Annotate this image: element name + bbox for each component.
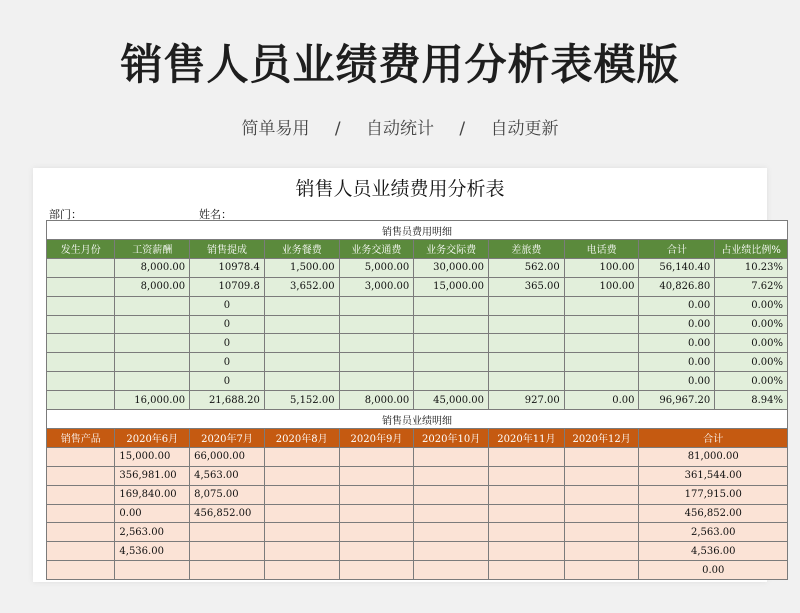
expense-cell[interactable] — [115, 353, 190, 372]
expense-cell[interactable] — [47, 277, 115, 296]
expense-cell[interactable]: 100.00 — [564, 277, 639, 296]
expense-cell[interactable] — [115, 296, 190, 315]
sales-cell[interactable] — [264, 561, 339, 580]
expense-row — [47, 334, 788, 353]
expense-row — [47, 258, 788, 277]
expense-cell[interactable] — [564, 315, 639, 334]
sales-cell[interactable]: 15,000.00 — [115, 447, 190, 466]
sales-cell[interactable] — [489, 504, 565, 523]
expense-cell[interactable]: 56,140.40 — [639, 258, 715, 277]
sales-cell[interactable] — [47, 466, 115, 485]
expense-cell[interactable] — [414, 372, 489, 391]
sales-cell[interactable] — [47, 542, 115, 561]
expense-cell[interactable] — [264, 353, 339, 372]
sales-cell[interactable] — [414, 466, 489, 485]
sales-cell[interactable] — [489, 542, 565, 561]
expense-header-cell: 业务餐费 — [264, 240, 339, 259]
sales-cell[interactable] — [190, 523, 265, 542]
expense-cell[interactable] — [339, 353, 414, 372]
sales-cell[interactable] — [47, 485, 115, 504]
sales-cell[interactable] — [264, 466, 339, 485]
expense-cell[interactable]: 562.00 — [489, 258, 565, 277]
expense-cell[interactable]: 0.00 — [639, 296, 715, 315]
expense-header-cell: 合计 — [639, 240, 715, 259]
expense-cell[interactable] — [489, 296, 565, 315]
spreadsheet-preview — [33, 168, 783, 582]
sales-header-cell: 2020年6月 — [115, 429, 190, 448]
sales-header-cell: 2020年9月 — [339, 429, 414, 448]
sales-cell[interactable] — [414, 504, 489, 523]
expense-cell[interactable] — [564, 296, 639, 315]
expense-cell[interactable]: 0 — [190, 315, 265, 334]
sales-cell[interactable] — [47, 504, 115, 523]
sales-cell[interactable]: 2,563.00 — [639, 523, 788, 542]
sales-cell[interactable]: 4,536.00 — [115, 542, 190, 561]
sales-cell[interactable] — [339, 542, 414, 561]
sales-header-cell: 2020年8月 — [264, 429, 339, 448]
expense-cell[interactable]: 0 — [190, 334, 265, 353]
expense-header-cell: 业务交通费 — [339, 240, 414, 259]
expense-cell[interactable]: 5,152.00 — [264, 391, 339, 410]
expense-cell[interactable]: 365.00 — [489, 277, 565, 296]
expense-cell[interactable]: 96,967.20 — [639, 391, 715, 410]
expense-cell[interactable]: 0.00% — [715, 372, 788, 391]
sales-cell[interactable]: 0.00 — [115, 504, 190, 523]
expense-cell[interactable]: 30,000.00 — [414, 258, 489, 277]
sales-cell[interactable] — [564, 485, 639, 504]
feature-tags — [0, 114, 800, 139]
expense-row — [47, 372, 788, 391]
sales-cell[interactable] — [264, 523, 339, 542]
expense-cell[interactable] — [414, 353, 489, 372]
sales-cell[interactable] — [190, 542, 265, 561]
expense-cell[interactable] — [339, 334, 414, 353]
expense-cell[interactable]: 0.00 — [639, 372, 715, 391]
expense-cell[interactable] — [264, 372, 339, 391]
expense-cell[interactable]: 8,000.00 — [115, 277, 190, 296]
sales-cell[interactable] — [489, 466, 565, 485]
expense-header-cell: 电话费 — [564, 240, 639, 259]
sales-row — [47, 504, 788, 523]
sales-cell[interactable]: 66,000.00 — [190, 447, 265, 466]
sales-cell[interactable] — [339, 485, 414, 504]
expense-cell[interactable]: 3,652.00 — [264, 277, 339, 296]
expense-header-cell: 销售提成 — [190, 240, 265, 259]
sales-cell[interactable]: 456,852.00 — [639, 504, 788, 523]
page-title: 销售人员业绩费用分析表模版 — [120, 40, 680, 89]
expense-row — [47, 353, 788, 372]
expense-cell[interactable]: 7.62% — [715, 277, 788, 296]
expense-cell[interactable]: 8,000.00 — [339, 391, 414, 410]
sales-row — [47, 466, 788, 485]
expense-header-cell: 发生月份 — [47, 240, 115, 259]
sales-header-cell: 2020年7月 — [190, 429, 265, 448]
expense-cell[interactable]: 5,000.00 — [339, 258, 414, 277]
sheet-title: 销售人员业绩费用分析表 — [295, 178, 505, 200]
expense-cell[interactable] — [264, 296, 339, 315]
expense-cell[interactable]: 0 — [190, 296, 265, 315]
sales-row — [47, 485, 788, 504]
sales-cell[interactable]: 177,915.00 — [639, 485, 788, 504]
sales-cell[interactable] — [339, 447, 414, 466]
sales-header-cell: 合计 — [639, 429, 788, 448]
expense-cell[interactable]: 10.23% — [715, 258, 788, 277]
expense-cell[interactable]: 8.94% — [715, 391, 788, 410]
sales-row — [47, 561, 788, 580]
department-label: 部门： — [49, 208, 82, 221]
sales-cell[interactable] — [339, 561, 414, 580]
sales-cell[interactable] — [47, 447, 115, 466]
sales-cell[interactable]: 0.00 — [639, 561, 788, 580]
sales-cell[interactable] — [564, 523, 639, 542]
sales-header-cell: 2020年10月 — [414, 429, 489, 448]
expense-cell[interactable] — [47, 391, 115, 410]
expense-cell[interactable] — [264, 315, 339, 334]
expense-cell[interactable]: 927.00 — [489, 391, 565, 410]
expense-cell[interactable] — [564, 372, 639, 391]
sales-row — [47, 523, 788, 542]
sales-cell[interactable] — [489, 523, 565, 542]
expense-header-cell: 工资薪酬 — [115, 240, 190, 259]
name-label: 姓名： — [199, 208, 232, 221]
expense-header-cell: 占业绩比例% — [715, 240, 788, 259]
sales-cell[interactable] — [115, 561, 190, 580]
expense-cell[interactable]: 0.00 — [639, 334, 715, 353]
expense-cell[interactable]: 0 — [190, 353, 265, 372]
expense-cell[interactable]: 0.00% — [715, 315, 788, 334]
sales-cell[interactable] — [489, 485, 565, 504]
expense-cell[interactable]: 0.00% — [715, 353, 788, 372]
expense-cell[interactable]: 21,688.20 — [190, 391, 265, 410]
sales-cell[interactable] — [564, 466, 639, 485]
expense-cell[interactable]: 40,826.80 — [639, 277, 715, 296]
expense-cell[interactable] — [414, 296, 489, 315]
sales-cell[interactable]: 456,852.00 — [190, 504, 265, 523]
tag-separator: / — [334, 119, 341, 139]
sales-cell[interactable]: 8,075.00 — [190, 485, 265, 504]
sales-cell[interactable] — [414, 523, 489, 542]
expense-cell[interactable]: 15,000.00 — [414, 277, 489, 296]
sales-cell[interactable] — [564, 447, 639, 466]
sales-section-row — [47, 410, 788, 429]
expense-cell[interactable]: 0.00 — [639, 353, 715, 372]
sales-cell[interactable] — [264, 447, 339, 466]
expense-cell[interactable] — [115, 334, 190, 353]
expense-cell[interactable]: 0.00% — [715, 334, 788, 353]
expense-cell[interactable] — [339, 296, 414, 315]
tag-separator: / — [459, 119, 466, 139]
sales-cell[interactable]: 2,563.00 — [115, 523, 190, 542]
expense-cell[interactable] — [489, 353, 565, 372]
expense-cell[interactable] — [339, 372, 414, 391]
expense-cell[interactable] — [115, 315, 190, 334]
expense-cell[interactable] — [47, 296, 115, 315]
expense-row — [47, 296, 788, 315]
expense-cell[interactable] — [489, 315, 565, 334]
expense-cell[interactable] — [47, 353, 115, 372]
expense-cell[interactable] — [115, 372, 190, 391]
expense-cell[interactable] — [47, 372, 115, 391]
sales-cell[interactable] — [414, 447, 489, 466]
sales-cell[interactable] — [414, 485, 489, 504]
sales-cell[interactable] — [47, 523, 115, 542]
sales-cell[interactable] — [264, 504, 339, 523]
analysis-table — [46, 220, 788, 580]
expense-row — [47, 277, 788, 296]
sales-header-row — [47, 429, 788, 448]
expense-cell[interactable]: 0.00% — [715, 296, 788, 315]
expense-section-title: 销售员费用明细 — [47, 221, 788, 240]
sales-row — [47, 447, 788, 466]
expense-cell[interactable] — [489, 372, 565, 391]
expense-cell[interactable]: 10978.4 — [190, 258, 265, 277]
sales-cell[interactable]: 169,840.00 — [115, 485, 190, 504]
expense-header-cell: 差旅费 — [489, 240, 565, 259]
sales-header-cell: 2020年11月 — [489, 429, 565, 448]
expense-cell[interactable]: 0.00 — [564, 391, 639, 410]
sales-cell[interactable] — [489, 561, 565, 580]
sales-cell[interactable] — [414, 542, 489, 561]
expense-header-cell: 业务交际费 — [414, 240, 489, 259]
expense-cell[interactable] — [414, 315, 489, 334]
sales-cell[interactable] — [564, 561, 639, 580]
sales-header-cell: 2020年12月 — [564, 429, 639, 448]
sales-cell[interactable] — [190, 561, 265, 580]
expense-cell[interactable]: 1,500.00 — [264, 258, 339, 277]
sales-cell[interactable]: 4,536.00 — [639, 542, 788, 561]
expense-cell[interactable] — [414, 334, 489, 353]
expense-cell[interactable] — [47, 315, 115, 334]
expense-row — [47, 391, 788, 410]
expense-cell[interactable] — [489, 334, 565, 353]
expense-cell[interactable]: 16,000.00 — [115, 391, 190, 410]
expense-cell[interactable]: 10709.8 — [190, 277, 265, 296]
sales-cell[interactable] — [47, 561, 115, 580]
sales-header-cell: 销售产品 — [47, 429, 115, 448]
expense-cell[interactable] — [47, 258, 115, 277]
expense-cell[interactable]: 0 — [190, 372, 265, 391]
feature-tag: 简单易用 — [241, 119, 310, 139]
sales-cell[interactable] — [414, 561, 489, 580]
expense-cell[interactable] — [564, 353, 639, 372]
expense-cell[interactable] — [564, 334, 639, 353]
sales-cell[interactable]: 4,563.00 — [190, 466, 265, 485]
sales-section-title: 销售员业绩明细 — [47, 410, 788, 429]
sales-cell[interactable] — [564, 504, 639, 523]
expense-cell[interactable]: 45,000.00 — [414, 391, 489, 410]
sales-cell[interactable] — [489, 447, 565, 466]
expense-row — [47, 315, 788, 334]
expense-cell[interactable] — [339, 315, 414, 334]
sales-cell[interactable]: 81,000.00 — [639, 447, 788, 466]
sales-cell[interactable] — [339, 466, 414, 485]
sales-cell[interactable] — [339, 504, 414, 523]
expense-header-row — [47, 240, 788, 259]
expense-cell[interactable] — [47, 334, 115, 353]
sales-cell[interactable] — [264, 542, 339, 561]
expense-cell[interactable]: 100.00 — [564, 258, 639, 277]
expense-cell[interactable]: 0.00 — [639, 315, 715, 334]
feature-tag: 自动统计 — [366, 119, 434, 139]
sales-cell[interactable]: 361,544.00 — [639, 466, 788, 485]
sales-cell[interactable] — [264, 485, 339, 504]
feature-tag: 自动更新 — [490, 119, 559, 139]
sales-row — [47, 542, 788, 561]
sales-cell[interactable] — [564, 542, 639, 561]
expense-cell[interactable]: 8,000.00 — [115, 258, 190, 277]
sales-cell[interactable]: 356,981.00 — [115, 466, 190, 485]
expense-cell[interactable]: 3,000.00 — [339, 277, 414, 296]
expense-cell[interactable] — [264, 334, 339, 353]
sales-cell[interactable] — [339, 523, 414, 542]
